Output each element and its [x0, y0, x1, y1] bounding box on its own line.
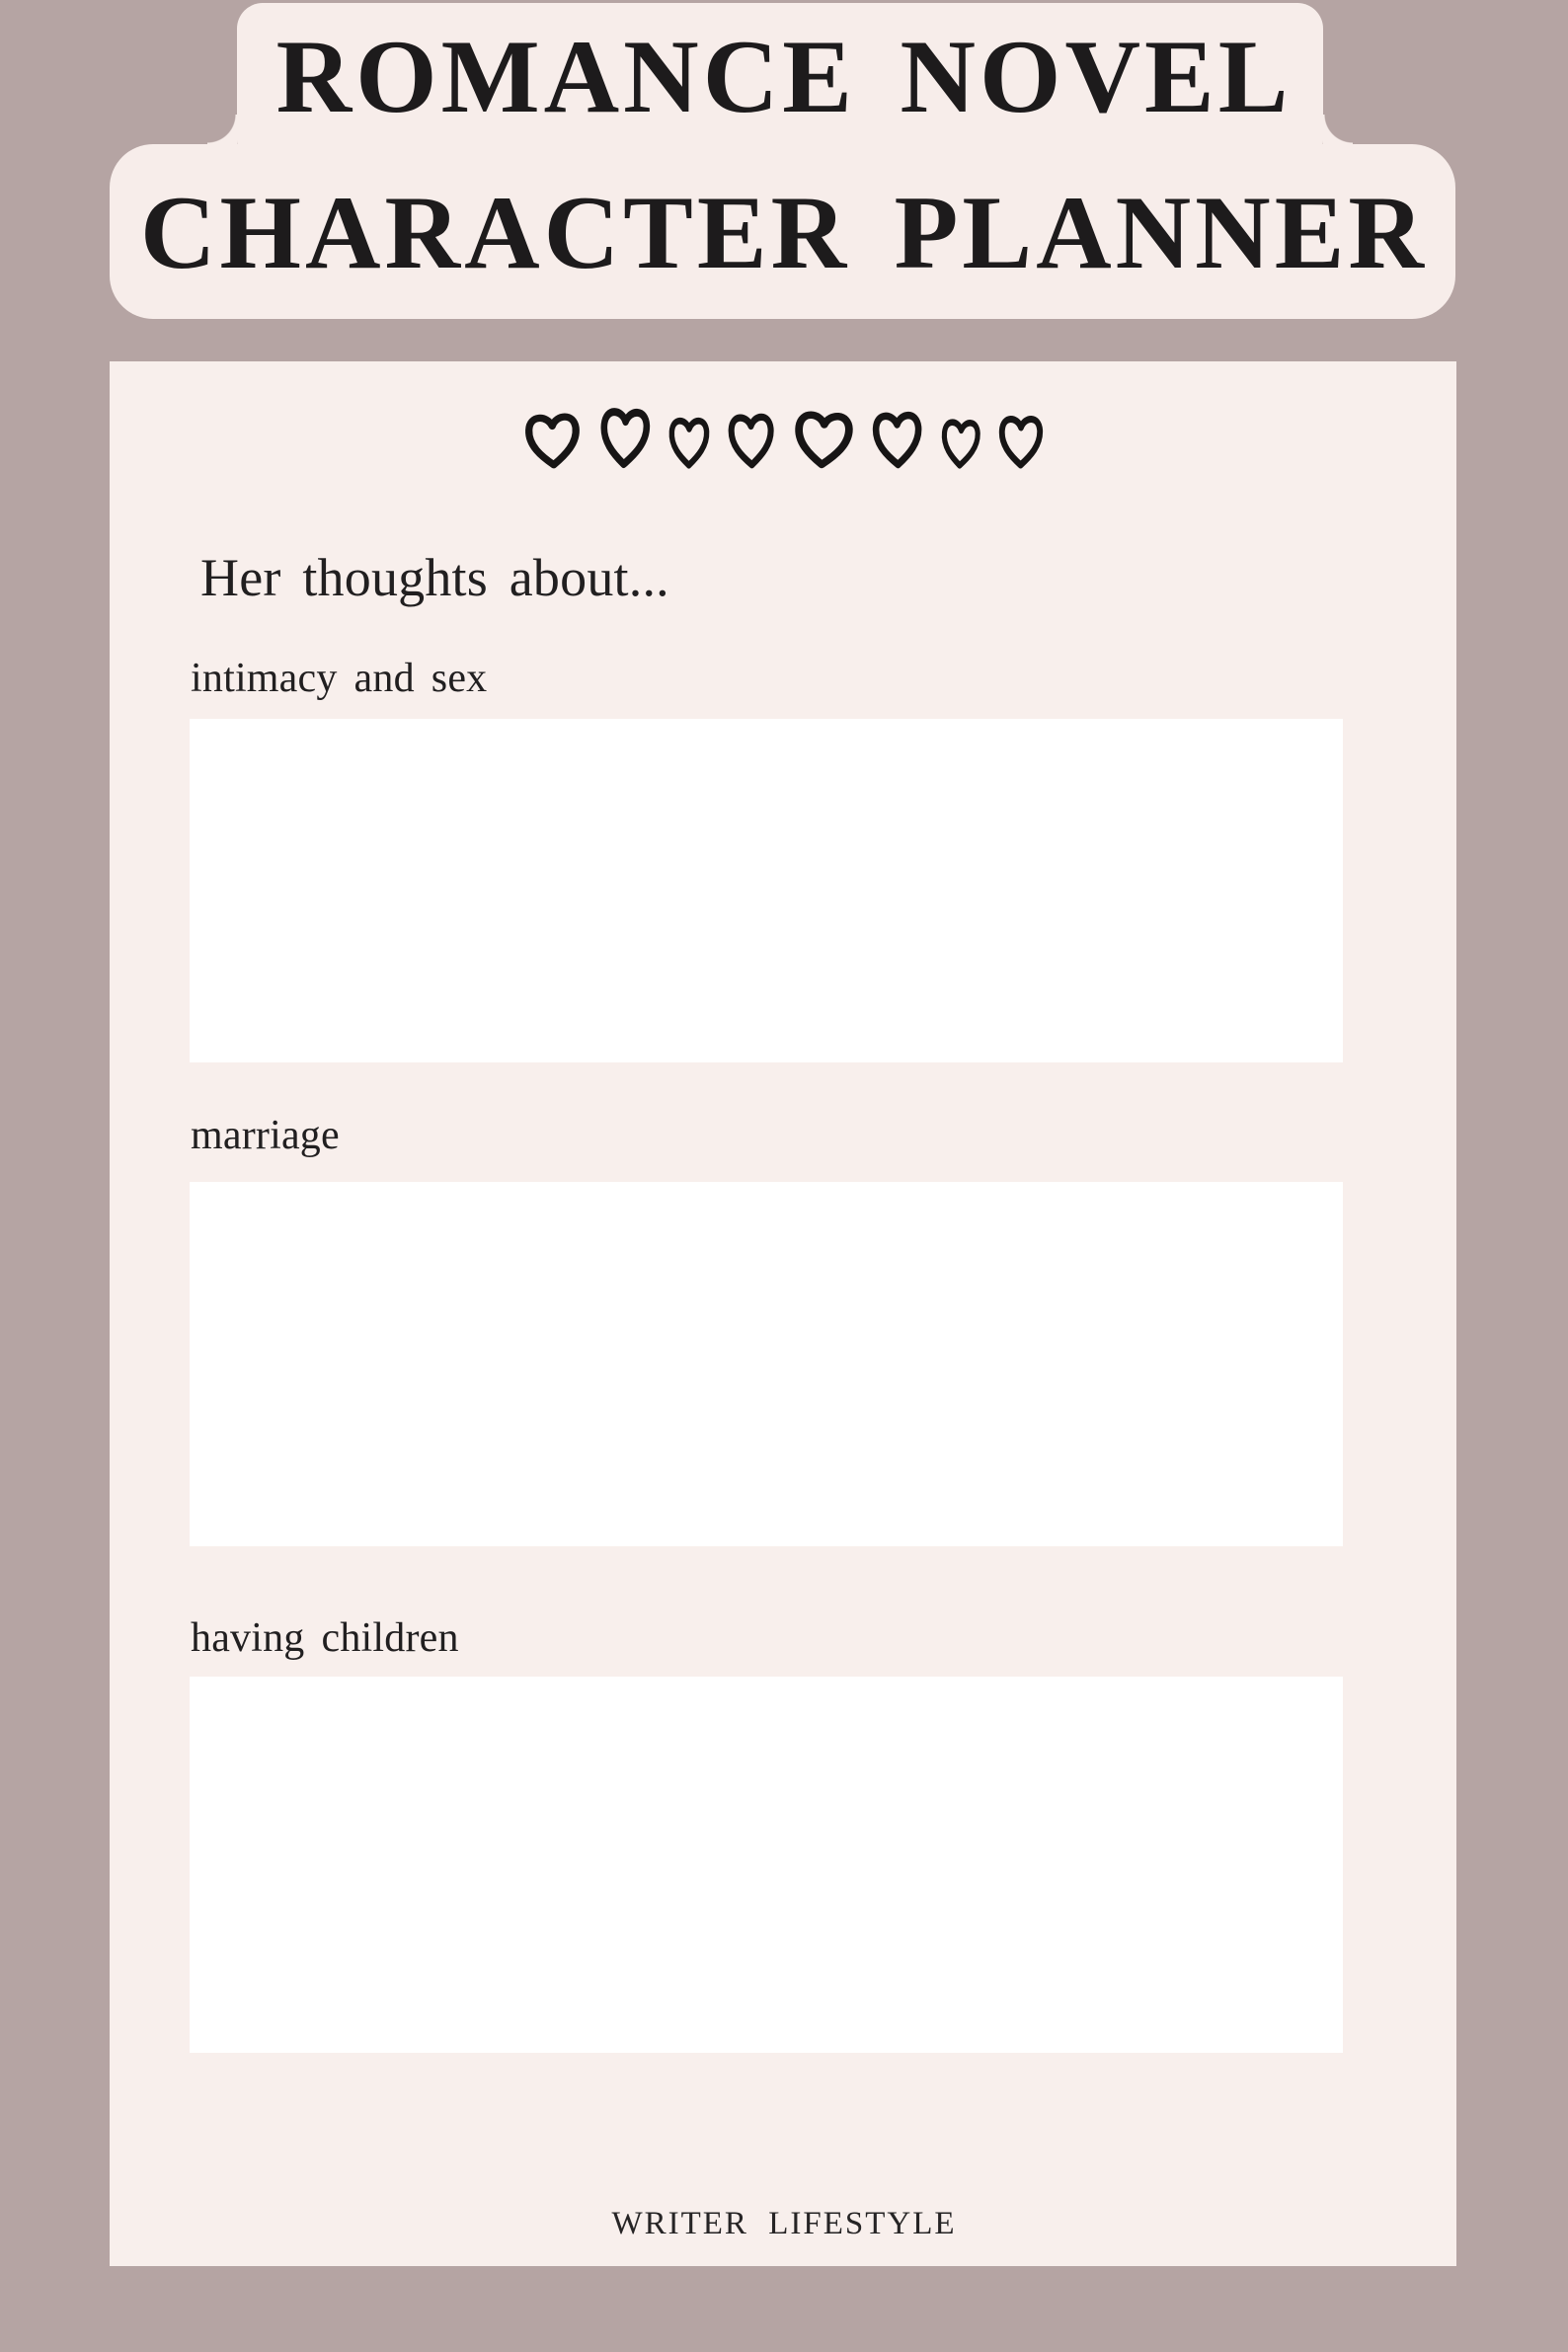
heart-icon: [596, 403, 654, 472]
page-title-line2: CHARACTER PLANNER: [139, 175, 1428, 290]
footer-brand: WRITER LIFESTYLE: [611, 2206, 957, 2241]
heart-icon: [789, 406, 857, 472]
heart-icon: [996, 412, 1046, 471]
having-children-writing-box[interactable]: [190, 1677, 1343, 2053]
page-title-line1: ROMANCE NOVEL: [275, 19, 1293, 134]
marriage-writing-box[interactable]: [190, 1182, 1343, 1546]
field-label-marriage: marriage: [191, 1113, 340, 1158]
hearts-divider: [0, 400, 1568, 471]
heart-icon: [725, 409, 778, 472]
heart-icon: [666, 414, 712, 471]
heart-icon: [938, 415, 983, 472]
heart-icon: [869, 407, 926, 472]
field-label-intimacy-and-sex: intimacy and sex: [191, 656, 488, 701]
section-heading: Her thoughts about...: [200, 548, 669, 607]
intimacy-and-sex-writing-box[interactable]: [190, 719, 1343, 1062]
field-label-having-children: having children: [191, 1615, 459, 1661]
heart-icon: [520, 408, 585, 472]
